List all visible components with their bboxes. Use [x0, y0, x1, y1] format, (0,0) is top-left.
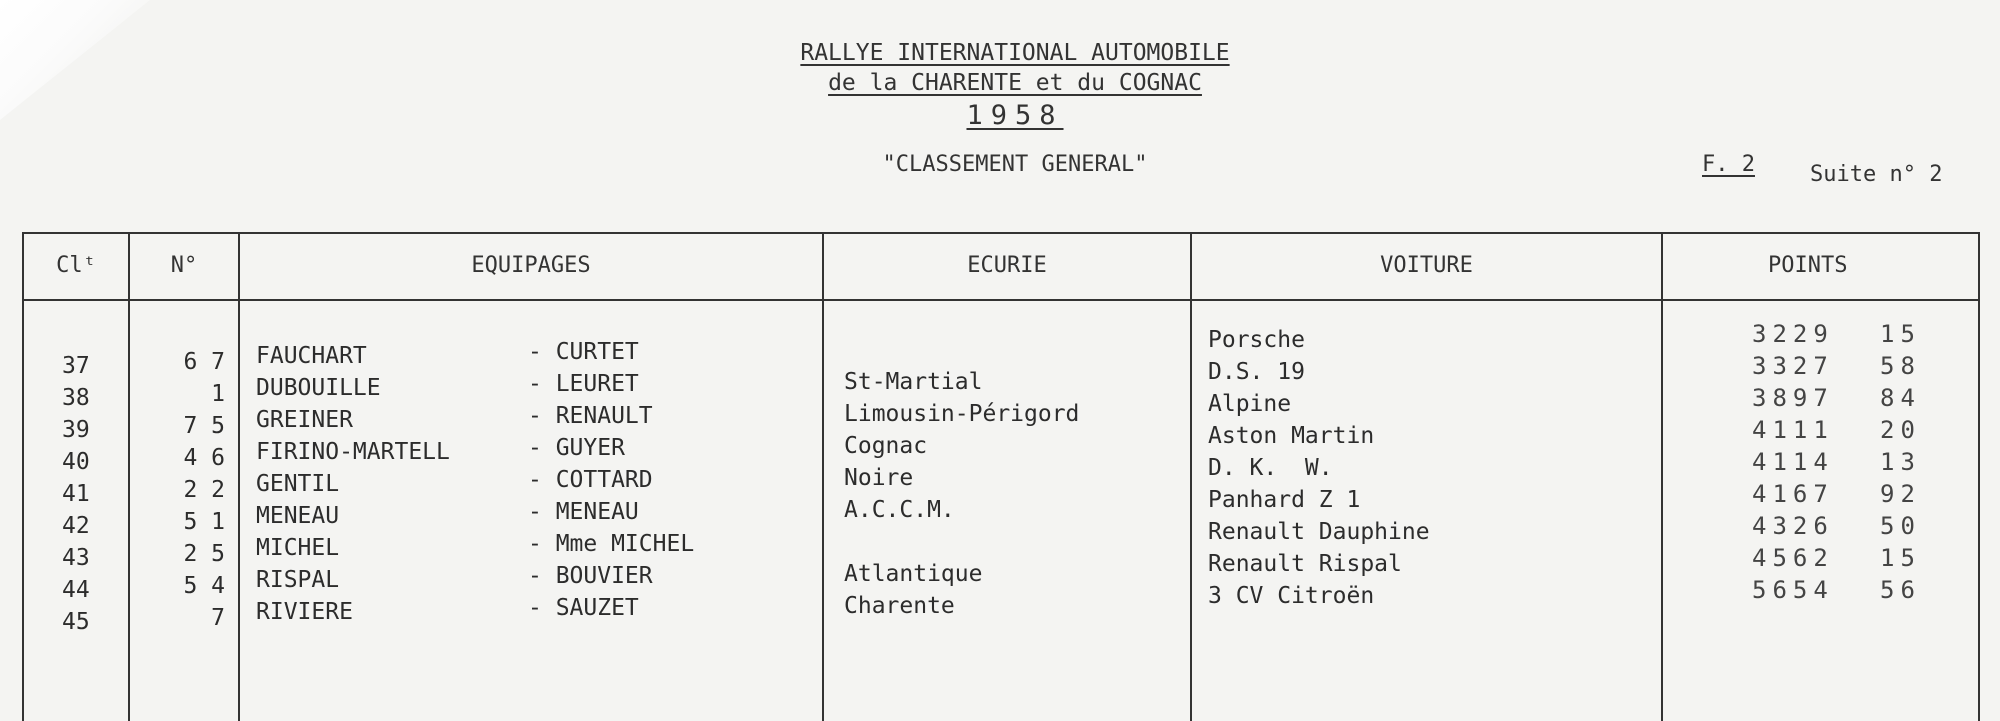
no-cell: 5 4 — [183, 573, 225, 599]
column-header-equipages: EQUIPAGES — [471, 253, 591, 278]
driver-cell: MENEAU — [256, 503, 340, 529]
points-decimal-cell: 13 — [1880, 448, 1921, 476]
classement-heading: "CLASSEMENT GENERAL" — [882, 152, 1148, 177]
ecurie-cell — [844, 334, 1079, 366]
points-column — [1752, 318, 1834, 606]
column-header-clt: Clᵗ — [56, 253, 96, 278]
points-cell: 3897 — [1752, 384, 1834, 412]
clt-column — [62, 350, 90, 638]
driver-cell: GREINER — [256, 407, 353, 433]
points-decimal-cell: 58 — [1880, 352, 1921, 380]
points-decimal-column — [1880, 318, 1921, 606]
points-decimal-cell: 84 — [1880, 384, 1921, 412]
column-divider — [1661, 232, 1663, 721]
points-cell: 3327 — [1752, 352, 1834, 380]
voiture-cell: D. K. W. — [1208, 455, 1333, 481]
points-decimal-cell: 56 — [1880, 576, 1921, 604]
no-cell: 6 7 — [183, 349, 225, 375]
voiture-cell: Alpine — [1208, 391, 1292, 417]
no-column — [150, 346, 225, 634]
ecurie-cell: Limousin-Périgord — [844, 401, 1080, 427]
column-header-voiture: VOITURE — [1380, 253, 1473, 278]
codriver-column — [528, 336, 694, 624]
clt-cell: 43 — [62, 545, 90, 571]
column-divider — [128, 232, 130, 721]
ecurie-cell: St-Martial — [844, 369, 983, 395]
driver-cell: FIRINO-MARTELL — [256, 439, 450, 465]
no-cell: 4 6 — [183, 445, 225, 471]
codriver-cell: - Mme MICHEL — [528, 531, 695, 557]
driver-cell: FAUCHART — [256, 343, 367, 369]
clt-cell: 40 — [62, 449, 90, 475]
clt-cell: 38 — [62, 385, 90, 411]
driver-cell: MICHEL — [256, 535, 340, 561]
codriver-cell: - LEURET — [528, 371, 639, 397]
no-cell: 2 2 — [183, 477, 225, 503]
column-divider — [238, 232, 240, 721]
voiture-cell: Panhard Z 1 — [1208, 487, 1361, 513]
points-cell: 4326 — [1752, 512, 1834, 540]
document-title: RALLYE INTERNATIONAL AUTOMOBILE — [800, 40, 1230, 66]
codriver-cell: - GUYER — [528, 435, 625, 461]
codriver-cell: - MENEAU — [528, 499, 639, 525]
points-decimal-cell: 50 — [1880, 512, 1921, 540]
points-cell: 4111 — [1752, 416, 1834, 444]
codriver-cell: - SAUZET — [528, 595, 639, 621]
codriver-cell: - CURTET — [528, 339, 639, 365]
no-cell: 5 1 — [183, 509, 225, 535]
points-cell: 5654 — [1752, 576, 1834, 604]
codriver-cell: - COTTARD — [528, 467, 653, 493]
driver-cell: RISPAL — [256, 567, 340, 593]
points-decimal-cell: 20 — [1880, 416, 1921, 444]
points-cell: 4167 — [1752, 480, 1834, 508]
voiture-cell: Porsche — [1208, 327, 1305, 353]
codriver-cell: - RENAULT — [528, 403, 653, 429]
no-cell: 2 5 — [183, 541, 225, 567]
column-header-no: N° — [170, 253, 198, 278]
clt-cell: 39 — [62, 417, 90, 443]
column-divider — [822, 232, 824, 721]
voiture-cell: Aston Martin — [1208, 423, 1375, 449]
points-cell: 4114 — [1752, 448, 1834, 476]
clt-cell: 45 — [62, 609, 90, 635]
document-year: 1958 — [966, 100, 1064, 131]
ecurie-cell: A.C.C.M. — [844, 497, 955, 523]
column-header-ecurie: ECURIE — [967, 253, 1047, 278]
ecurie-cell: Cognac — [844, 433, 928, 459]
form-reference: F. 2 — [1702, 152, 1755, 177]
driver-cell: RIVIERE — [256, 599, 353, 625]
voiture-cell: Renault Rispal — [1208, 551, 1402, 577]
ecurie-column — [844, 334, 1079, 622]
points-decimal-cell: 92 — [1880, 480, 1921, 508]
column-divider — [1190, 232, 1192, 721]
clt-cell: 37 — [62, 353, 90, 379]
table-header-divider — [22, 299, 1980, 301]
points-decimal-cell: 15 — [1880, 544, 1921, 572]
driver-cell: GENTIL — [256, 471, 340, 497]
no-cell: 7 5 — [183, 413, 225, 439]
ecurie-cell: Charente — [844, 593, 955, 619]
clt-cell: 41 — [62, 481, 90, 507]
voiture-cell: D.S. 19 — [1208, 359, 1305, 385]
driver-cell: DUBOUILLE — [256, 375, 381, 401]
codriver-cell: - BOUVIER — [528, 563, 653, 589]
document-subtitle: de la CHARENTE et du COGNAC — [828, 70, 1202, 96]
ecurie-cell: Noire — [844, 465, 914, 491]
voiture-column — [1208, 324, 1430, 612]
suite-number: Suite n° 2 — [1810, 162, 1943, 187]
page-corner-fold — [0, 0, 150, 120]
no-cell: 7 — [211, 605, 225, 631]
voiture-cell: 3 CV Citroën — [1208, 583, 1375, 609]
clt-cell: 44 — [62, 577, 90, 603]
voiture-cell: Renault Dauphine — [1208, 519, 1430, 545]
no-cell: 1 — [211, 381, 225, 407]
points-cell: 4562 — [1752, 544, 1834, 572]
clt-cell: 42 — [62, 513, 90, 539]
ecurie-cell: Atlantique — [844, 561, 983, 587]
ecurie-cell — [844, 526, 1079, 558]
driver-column — [256, 340, 450, 628]
points-cell: 3229 — [1752, 320, 1834, 348]
column-header-points: POINTS — [1768, 253, 1848, 278]
points-decimal-cell: 15 — [1880, 320, 1921, 348]
